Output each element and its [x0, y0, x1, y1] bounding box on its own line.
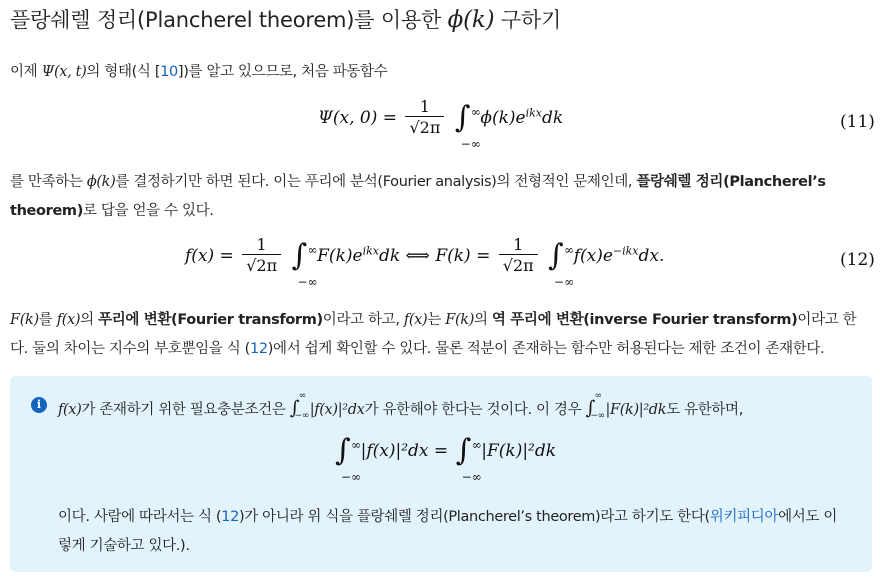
- paragraph-fourier-line2: 다. 둘의 차이는 지수의 부호뿐임을 식 (12)에서 쉽게 확인할 수 있다. 물론 적분이 존재하는 함수만 허용된다는 제한 조건이 존재한다.: [10, 341, 825, 357]
- paragraph-plancherel-line1: 를 만족하는 ϕ(k)를 결정하기만 하면 된다. 이는 푸리에 분석(Fourier analysis)의 전형적인 문제인데, 플랑쉐렐 정리(Plancherel’s: [10, 174, 826, 190]
- note-line1: f(x)가 존재하기 위한 필요충분조건은 ∫ ∞ −∞ |f(x)|²dx가 유한해야 한다는 것이다. 이 경우 ∫ ∞ −∞ |F(k)|²dk도 유한하며,: [58, 391, 743, 421]
- note-line4: 렇게 기술하고 있다.).: [58, 538, 190, 554]
- phi-k-symbol: ϕ(k): [447, 7, 495, 33]
- equation-number-12: (12): [840, 250, 875, 270]
- equation-12: f(x) = $\frac{1}{√2\pi}$ ∫ ∞ −∞ $F(k)e^{ikx}dk$ ⟺ F(k) = $\frac{1}{√2\pi}$ ∫ ∞ −∞ $f(x)e^{-ikx}dx$.: [185, 235, 665, 289]
- equation-11: Ψ(x, 0) = $\frac{1}{√2\pi}$ ∫ ∞ −∞ $\phi(k)e^{ikx}dk$: [318, 97, 564, 151]
- equation-ref-12[interactable]: 12: [249, 341, 268, 357]
- paragraph-intro: 이제 Ψ(x, t)의 형태(식 [10])를 알고 있으므로, 처음 파동함수: [10, 64, 388, 80]
- equation-number-11: (11): [840, 112, 875, 132]
- section-heading: 플랑쉐렐 정리(Plancherel theorem)를 이용한 ϕ(k) 구하기: [10, 7, 562, 33]
- equation-ref-12-note[interactable]: 12: [221, 509, 239, 525]
- paragraph-plancherel-line2: theorem)로 답을 얻을 수 있다.: [10, 203, 214, 219]
- equation-ref-10[interactable]: 10: [160, 64, 178, 80]
- info-icon: i: [31, 397, 47, 413]
- paragraph-fourier-line1: F(k)를 f(x)의 푸리에 변환(Fourier transform)이라고 하고, f(x)는 F(k)의 역 푸리에 변환(inverse Fourier transform)이라고 한: [10, 312, 857, 328]
- note-equation: ∫ ∞ −∞ |f(x)|²dx = ∫ ∞ −∞ |F(k)|²dk: [335, 433, 557, 484]
- note-line3: 이다. 사람에 따라서는 식 (12)가 아니라 위 식을 플랑쉐렐 정리(Plancherel’s theorem)라고 하기도 한다(위키피디아에서도 이: [58, 509, 837, 525]
- wikipedia-link[interactable]: 위키피디아: [709, 509, 779, 525]
